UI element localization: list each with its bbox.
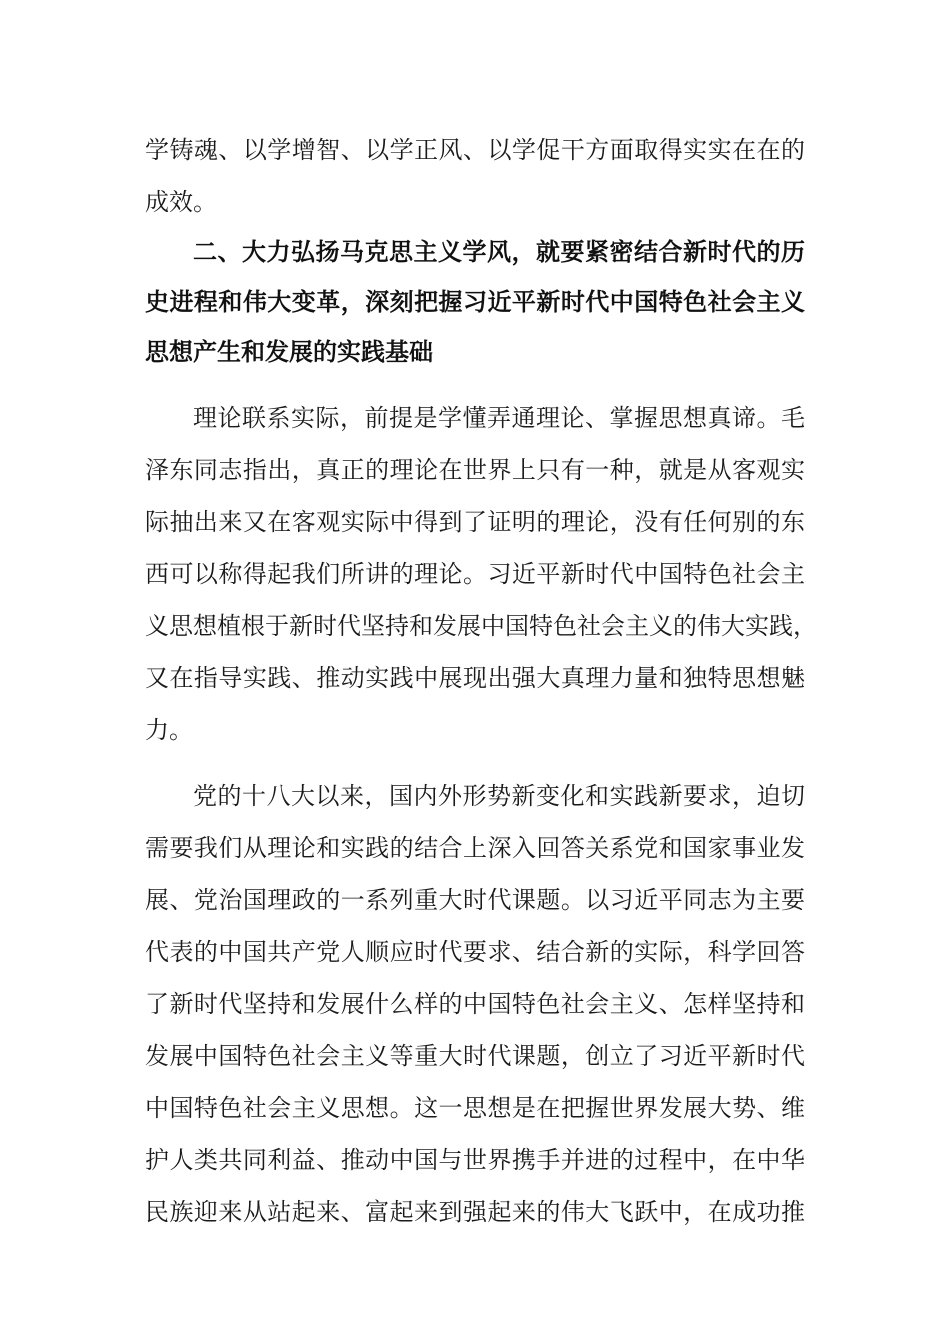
body-text-line: 代表的中国共产党人顺应时代要求、结合新的实际，科学回答 bbox=[145, 938, 805, 966]
body-text-line: 力。 bbox=[145, 716, 193, 744]
body-text-line: 泽东同志指出，真正的理论在世界上只有一种，就是从客观实 bbox=[145, 456, 805, 484]
body-text-line: 又在指导实践、推动实践中展现出强大真理力量和独特思想魅 bbox=[145, 664, 805, 692]
body-text-line: 党的十八大以来，国内外形势新变化和实践新要求，迫切 bbox=[193, 782, 805, 810]
body-text-line: 需要我们从理论和实践的结合上深入回答关系党和国家事业发 bbox=[145, 834, 805, 862]
body-text-line: 发展中国特色社会主义等重大时代课题，创立了习近平新时代 bbox=[145, 1042, 805, 1070]
body-text-line: 义思想植根于新时代坚持和发展中国特色社会主义的伟大实践， bbox=[145, 612, 817, 640]
body-text-line: 际抽出来又在客观实际中得到了证明的理论，没有任何别的东 bbox=[145, 508, 805, 536]
body-text-line: 西可以称得起我们所讲的理论。习近平新时代中国特色社会主 bbox=[145, 560, 805, 588]
body-text-line: 护人类共同利益、推动中国与世界携手并进的过程中，在中华 bbox=[145, 1146, 805, 1174]
section-heading-line: 二、大力弘扬马克思主义学风，就要紧密结合新时代的历 bbox=[193, 238, 805, 266]
body-text-line: 学铸魂、以学增智、以学正风、以学促干方面取得实实在在的 bbox=[145, 136, 805, 164]
body-text-line: 理论联系实际，前提是学懂弄通理论、掌握思想真谛。毛 bbox=[193, 404, 805, 432]
body-text-line: 了新时代坚持和发展什么样的中国特色社会主义、怎样坚持和 bbox=[145, 990, 805, 1018]
body-text-line: 展、党治国理政的一系列重大时代课题。以习近平同志为主要 bbox=[145, 886, 805, 914]
section-heading-line: 思想产生和发展的实践基础 bbox=[145, 338, 433, 366]
body-text-line: 成效。 bbox=[145, 188, 217, 216]
section-heading-line: 史进程和伟大变革，深刻把握习近平新时代中国特色社会主义 bbox=[145, 288, 805, 316]
body-text-line: 民族迎来从站起来、富起来到强起来的伟大飞跃中，在成功推 bbox=[145, 1198, 805, 1226]
body-text-line: 中国特色社会主义思想。这一思想是在把握世界发展大势、维 bbox=[145, 1094, 805, 1122]
